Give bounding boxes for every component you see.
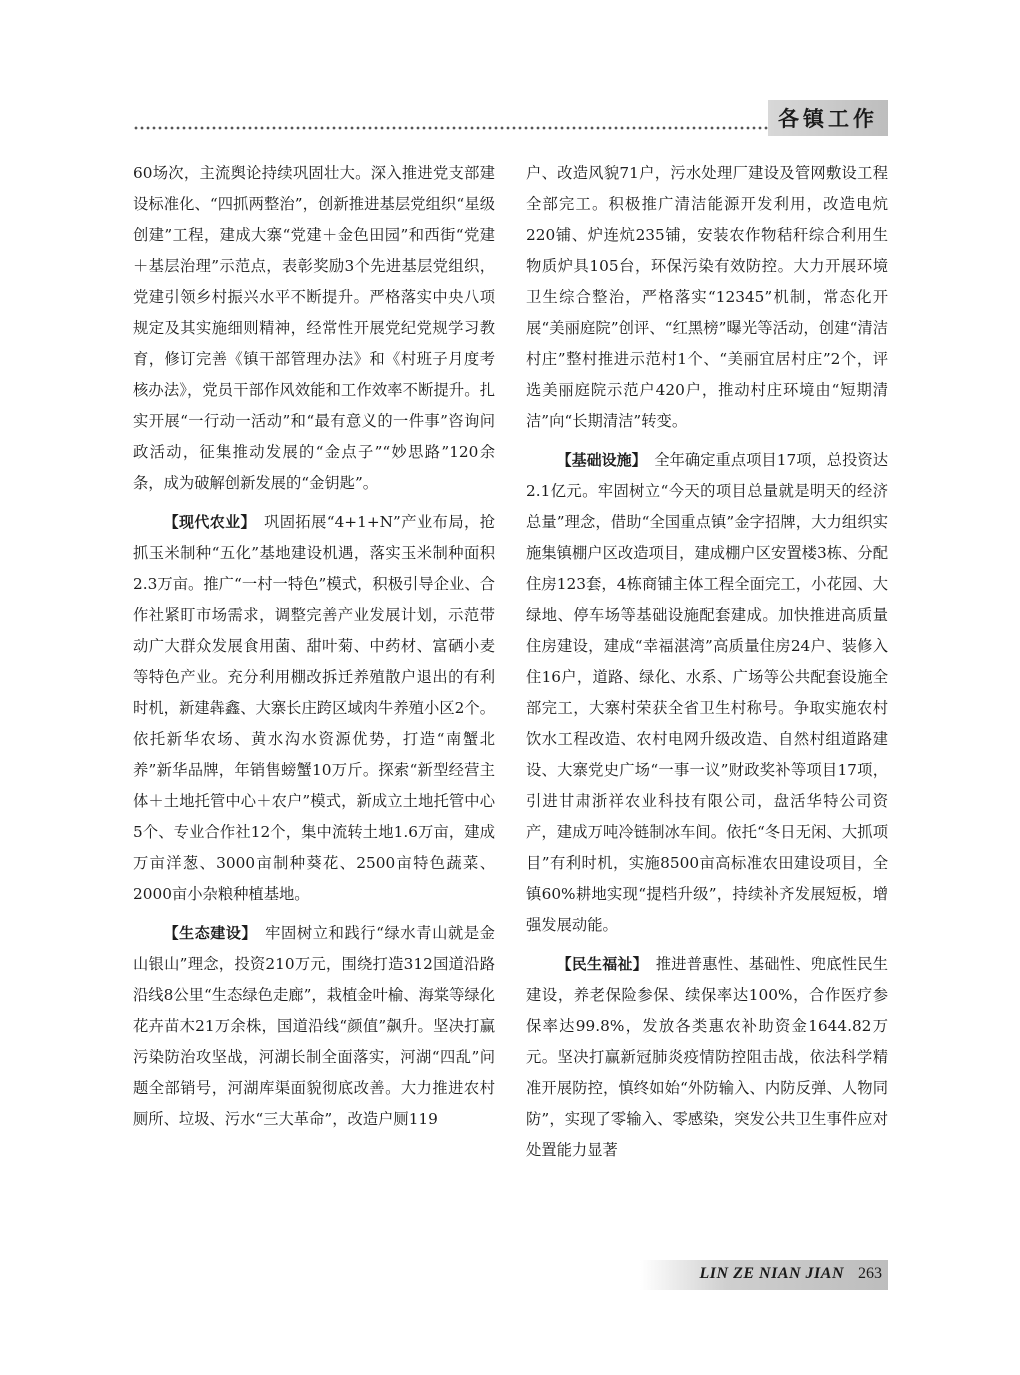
body-ecology: 牢固树立和践行“绿水青山就是金山银山”理念，投资210万元，围绕打造312国道沿路沿线8公里“生态绿色走廊”，栽植金叶榆、海棠等绿化花卉苗木21万余株，国道沿线“颜值”飙升。坚决打赢污染防治攻坚战，河湖长制全面落实，河湖“四乱”问题全部销号，河湖库渠面貌彻底改善。大力推进农村厕所、垃圾、污水“三大革命”，改造户厕119 [133, 924, 495, 1128]
dotted-rule [133, 124, 773, 132]
heading-ecology: 【生态建设】 [163, 924, 257, 942]
left-column [133, 158, 495, 1143]
heading-modern-agriculture: 【现代农业】 [163, 513, 256, 531]
right-column [526, 158, 888, 1174]
paragraph-ecology-continued: 户、改造风貌71户，污水处理厂建设及管网敷设工程全部完工。积极推广清洁能源开发利用，改造电炕220铺、炉连炕235铺，安装农作物秸秆综合利用生物质炉具105台，环保污染有效防控。大力开展环境卫生综合整治，严格落实“12345”机制，常态化开展“美丽庭院”创评、“红黑榜”曝光等活动，创建“清洁村庄”整村推进示范村1个、“美丽宜居村庄”2个，评选美丽庭院示范户420户，推动村庄环境由“短期清洁”向“长期清洁”转变。 [526, 164, 888, 430]
paragraph-modern-agriculture [133, 507, 495, 910]
body-livelihood: 推进普惠性、基础性、兜底性民生建设，养老保险参保、续保率达100%，合作医疗参保率达99.8%，发放各类惠农补助资金1644.82万元。坚决打赢新冠肺炎疫情防控阻击战，依法科学精准开展防控，慎终如始“外防输入、内防反弹、人物同防”，实现了零输入、零感染，突发公共卫生事件应对处置能力显著 [526, 955, 888, 1159]
page-header [133, 100, 888, 136]
paragraph-ecology [133, 918, 495, 1135]
body-modern-agriculture: 巩固拓展“4+1+N”产业布局，抢抓玉米制种“五化”基地建设机遇，落实玉米制种面积2.3万亩。推广“一村一特色”模式，积极引导企业、合作社紧盯市场需求，调整完善产业发展计划，示范带动广大群众发展食用菌、甜叶菊、中药材、富硒小麦等特色产业。充分利用棚改拆迁养殖散户退出的有利时机，新建犇鑫、大寨长庄跨区域肉牛养殖小区2个。依托新华农场、黄水沟水资源优势，打造“南蟹北养”新华品牌，年销售螃蟹10万斤。探索“新型经营主体＋土地托管中心＋农户”模式，新成立土地托管中心5个、专业合作社12个，集中流转土地1.6万亩，建成万亩洋葱、3000亩制种葵花、2500亩特色蔬菜、2000亩小杂粮种植基地。 [133, 513, 495, 903]
heading-livelihood: 【民生福祉】 [556, 955, 648, 973]
paragraph-party-building: 60场次，主流舆论持续巩固壮大。深入推进党支部建设标准化、“四抓两整治”，创新推进基层党组织“星级创建”工程，建成大寨“党建＋金色田园”和西街“党建＋基层治理”示范点，表彰奖励3个先进基层党组织，党建引领乡村振兴水平不断提升。严格落实中央八项规定及其实施细则精神，经常性开展党纪党规学习教育，修订完善《镇干部管理办法》和《村班子月度考核办法》，党员干部作风效能和工作效率不断提升。扎实开展“一行动一活动”和“最有意义的一件事”咨询问政活动，征集推动发展的“金点子”“妙思路”120余条，成为破解创新发展的“金钥匙”。 [133, 164, 495, 492]
body-infrastructure: 全年确定重点项目17项，总投资达2.1亿元。牢固树立“今天的项目总量就是明天的经济总量”理念，借助“全国重点镇”金字招牌，大力组织实施集镇棚户区改造项目，建成棚户区安置楼3栋、分配住房123套，4栋商铺主体工程全面完工，小花园、大绿地、停车场等基础设施配套建成。加快推进高质量住房建设，建成“幸福湛湾”高质量住房24户、装修入住16户，道路、绿化、水系、广场等公共配套设施全部完工，大寨村荣获全省卫生村称号。争取实施农村饮水工程改造、农村电网升级改造、自然村组道路建设、大寨党史广场“一事一议”财政奖补等项目17项，引进甘肃浙祥农业科技有限公司，盘活华特公司资产，建成万吨冷链制冰车间。依托“冬日无闲、大抓项目”有利时机，实施8500亩高标准农田建设项目，全镇60%耕地实现“提档升级”，持续补齐发展短板，增强发展动能。 [526, 451, 888, 934]
heading-infrastructure: 【基础设施】 [556, 451, 647, 469]
section-title: 各镇工作 [768, 100, 888, 136]
paragraph-livelihood [526, 949, 888, 1166]
paragraph-infrastructure [526, 445, 888, 941]
journal-name: LIN ZE NIAN JIAN [699, 1265, 844, 1282]
page-footer [640, 1260, 888, 1290]
page-number: 263 [858, 1265, 882, 1282]
